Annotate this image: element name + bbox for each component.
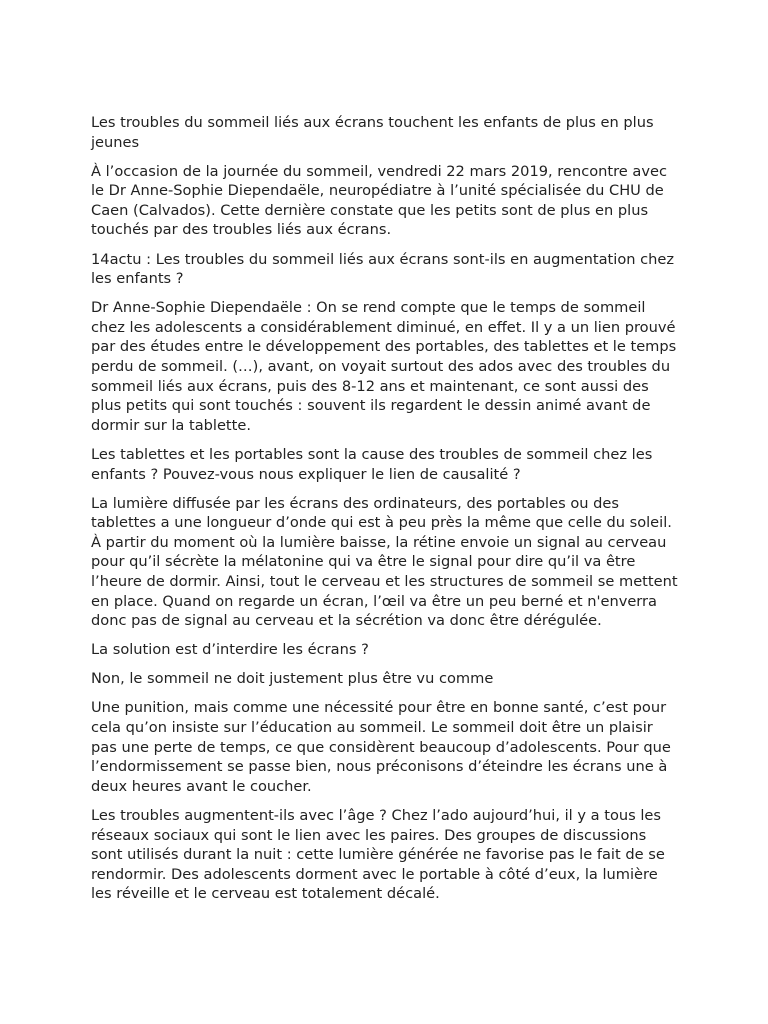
interview-answer: La lumière diffusée par les écrans des ordinateurs, des portables ou des tablettes a une longueur d’onde qui est à peu près la même que celle du soleil. À partir du moment où la lumière baisse, la rétine envoie un signal au cerveau pour qu’il sécrète la mélatonine qui va être le signal pour dire qu’il va être l’heure de dormir. Ainsi, tout le cerveau et les structures de sommeil se mettent en place. Quand on regarde un écran, l’œil va être un peu berné et n'enverra donc pas de signal au cerveau et la sécrétion va donc être déréguléе. xyxy=(91,494,678,630)
interview-answer: Une punition, mais comme une nécessité pour être en bonne santé, c’est pour cela qu’on insiste sur l’éducation au sommeil. Le sommeil doit être un plaisir pas une perte de temps, ce que considèrent beaucoup d’adolescents. Pour que l’endormissement se passe bien, nous préconisons d’éteindre les écrans une à deux heures avant le coucher. xyxy=(91,699,671,795)
article-intro-paragraph: À l’occasion de la journée du sommeil, vendredi 22 mars 2019, rencontre avec le Dr Anne-Sophie Diependaële, neuropédiatre à l’unité spécialisée du CHU de Caen (Calvados). Cette dernière constate que les petits sont de plus en plus touchés par des troubles liés aux écrans. xyxy=(91,162,668,239)
article-title: Les troubles du sommeil liés aux écrans touchent les enfants de plus en plus jeunes xyxy=(91,114,654,151)
interview-answer: Dr Anne-Sophie Diependaële : On se rend compte que le temps de sommeil chez les adolescents a considérablement diminué, en effet. Il y a un lien prouvé par des études entre le développement des portables, des tablettes et le temps perdu de sommeil. (…), avant, on voyait surtout des ados avec des troubles du sommeil liés aux écrans, puis des 8-12 ans et maintenant, ce sont aussi des plus petits qui sont touchés : souvent ils regardent le dessin animé avant de dormir sur la tablette. xyxy=(91,299,677,434)
document-page xyxy=(91,113,681,913)
interview-question: La solution est d’interdire les écrans ? xyxy=(91,641,369,659)
interview-answer: Non, le sommeil ne doit justement plus être vu comme xyxy=(91,670,494,688)
interview-answer: Les troubles augmentent-ils avec l’âge ? Chez l’ado aujourd’hui, il y a tous les réseaux sociaux qui sont le lien avec les paires. Des groupes de discussions sont utilisés durant la nuit : cette lumière générée ne favorise pas le fait de se rendormir. Des adolescents dorment avec le portable à côté d’eux, la lumière les réveille et le cerveau est totalement décalé. xyxy=(91,806,665,903)
interview-question: Les tablettes et les portables sont la cause des troubles de sommeil chez les enfants ? Pouvez-vous nous expliquer le lien de causalité ? xyxy=(91,445,653,483)
interview-question: 14actu : Les troubles du sommeil liés aux écrans sont-ils en augmentation chez les enfants ? xyxy=(91,250,675,288)
